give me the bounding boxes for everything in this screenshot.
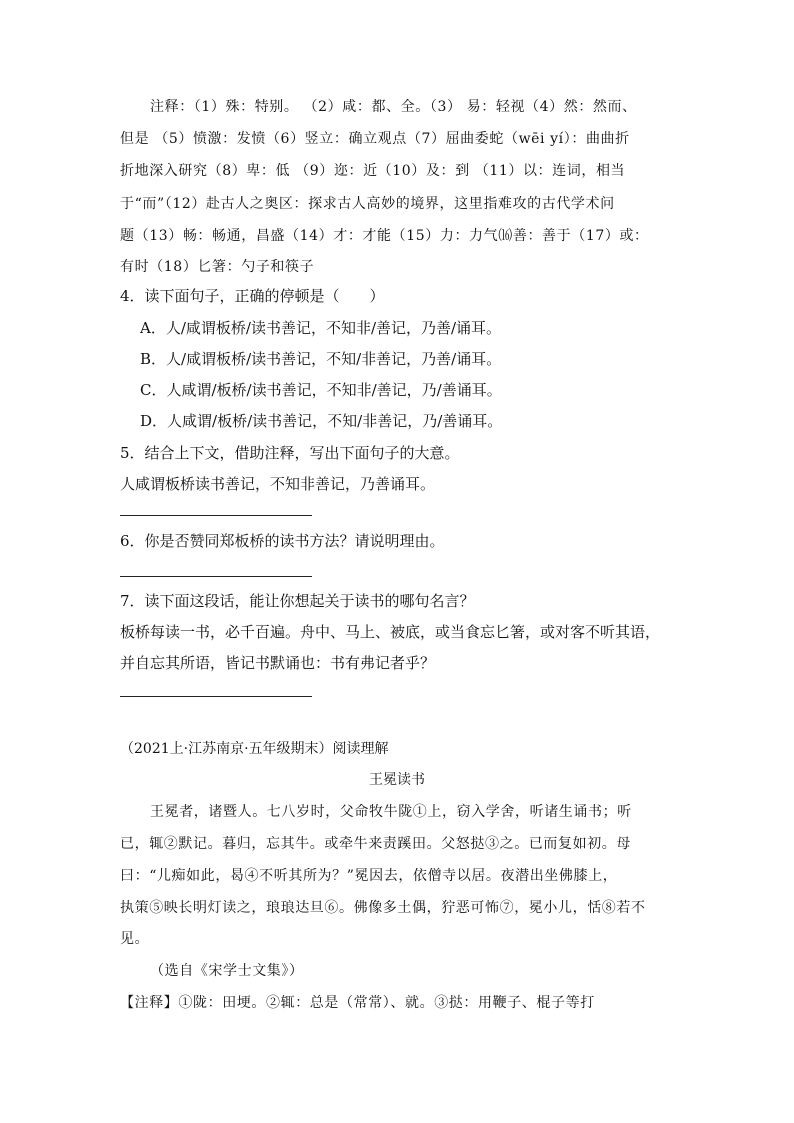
question-4-prompt: 4．读下面句子，正确的停顿是（ ） bbox=[120, 287, 385, 305]
question-6-prompt: 6．你是否赞同郑板桥的读书方法？请说明理由。 bbox=[120, 532, 445, 550]
question-4-option-a[interactable]: A．人/咸谓板桥/读书善记，不知非/善记，乃善/诵耳。 bbox=[140, 319, 502, 337]
note-line-3: 折地深入研究（8）卑：低 （9）迩：近（10）及：到 （11）以：连词，相当 bbox=[120, 163, 626, 179]
passage-line-4: 执策⑤映长明灯读之，琅琅达旦⑥。佛像多土偶，狞恶可怖⑦，冕小儿，恬⑧若不 bbox=[120, 900, 646, 916]
note-line-2: 但是 （5）愤激：发愤（6）竖立：确立观点（7）屈曲委蛇（wēi yí）：曲曲折 bbox=[120, 131, 630, 147]
question-7-passage-line-1: 板桥每读一书，必千百遍。舟中、马上、被底，或当食忘匕箸，或对客不听其语， bbox=[120, 623, 661, 641]
passage-line-3: 曰：“儿痴如此，曷④不听其所为？”冕因去，依僧寺以居。夜潜出坐佛膝上， bbox=[120, 868, 618, 884]
note-line-1: 注释：（1）殊：特别。 （2）咸：都、全。（3） 易：轻视（4）然：然而、 bbox=[150, 99, 637, 115]
question-5-answer-line[interactable] bbox=[120, 515, 312, 516]
question-5-sentence: 人咸谓板桥读书善记，不知非善记，乃善诵耳。 bbox=[120, 475, 436, 493]
question-7-passage-line-2: 并自忘其所语，皆记书默诵也：书有弗记者乎？ bbox=[120, 654, 436, 672]
passage-notes: 【注释】①陇：田埂。②辄：总是（常常）、就。③挞：用鞭子、棍子等打 bbox=[120, 995, 595, 1011]
question-4-option-d[interactable]: D．人咸谓/板桥/读书善记，不知/非善记，乃/善诵耳。 bbox=[140, 412, 503, 430]
passage-citation: （选自《宋学士文集》） bbox=[150, 963, 304, 979]
question-4-option-c[interactable]: C．人咸谓/板桥/读书善记，不知非/善记，乃/善诵耳。 bbox=[140, 381, 502, 399]
note-line-6: 有时（18）匕箸：勺子和筷子 bbox=[120, 259, 315, 275]
question-6-answer-line[interactable] bbox=[120, 576, 312, 577]
passage-line-5: 见。 bbox=[120, 931, 150, 947]
passage-title: 王冕读书 bbox=[369, 772, 425, 788]
passage-line-2: 已，辄②默记。暮归，忘其牛。或牵牛来责蹊田。父怒挞③之。已而复如初。母 bbox=[120, 836, 631, 852]
note-line-4: 于“而”（12）赴古人之奥区：探求古人高妙的境界，这里指难攻的古代学术问 bbox=[120, 196, 615, 212]
note-line-5: 题（13）畅：畅通，昌盛（14）才：才能（15）力：力气⒃善：善于（17）或： bbox=[120, 228, 649, 244]
question-4-option-b[interactable]: B．人/咸谓板桥/读书善记，不知/非善记，乃善/诵耳。 bbox=[140, 350, 502, 368]
question-7-prompt: 7．读下面这段话，能让你想起关于读书的哪句名言？ bbox=[120, 592, 475, 610]
section-source: （2021上·江苏南京·五年级期末）阅读理解 bbox=[120, 741, 389, 757]
question-7-answer-line[interactable] bbox=[120, 696, 312, 697]
passage-line-1: 王冕者，诸暨人。七八岁时，父命牧牛陇①上，窃入学舍，听诸生诵书；听 bbox=[150, 804, 632, 820]
question-5-prompt: 5．结合上下文，借助注释，写出下面句子的大意。 bbox=[120, 444, 460, 462]
